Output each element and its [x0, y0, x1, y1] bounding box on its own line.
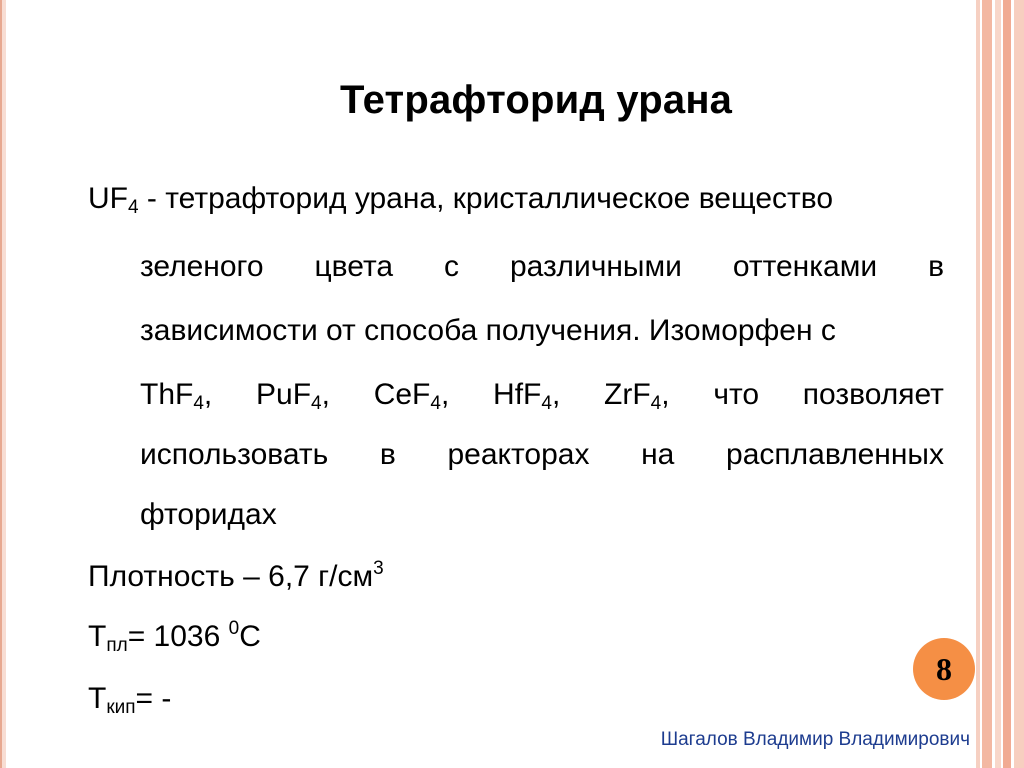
formula-thf4: ThF$_4$, [140, 378, 213, 414]
word: что [713, 378, 760, 411]
subscript: 4 [128, 197, 139, 218]
word: позволяет [802, 378, 944, 411]
formula-cef4: CeF$_4$, [373, 378, 450, 414]
stripe [1014, 0, 1024, 768]
stripe [982, 0, 992, 768]
word: в [928, 250, 944, 283]
paragraph-line-1 [88, 182, 833, 216]
paragraph-text: - тетрафторид урана, кристаллическое вещество [138, 182, 834, 215]
word: использовать [140, 438, 329, 471]
slide-title: Тетрафторид урана [340, 78, 733, 122]
density-line [88, 560, 384, 594]
word: в [379, 438, 396, 471]
paragraph-line-4 [140, 378, 944, 412]
author-footer: Шагалов Владимир Владимирович [660, 729, 970, 750]
word: на [641, 438, 675, 471]
paragraph-line-5 [140, 438, 944, 472]
word: оттенками [732, 250, 878, 283]
word: расплавленных [726, 438, 944, 471]
paragraph-line-2 [140, 250, 944, 284]
word: зеленого [140, 250, 264, 283]
formula-uf: UF [88, 182, 128, 215]
left-decorative-border [0, 0, 6, 768]
paragraph-line-3 [140, 314, 944, 348]
word: различными [509, 250, 682, 283]
formula-hff4: HfF$_4$, [493, 378, 561, 414]
right-decorative-stripes [976, 0, 1024, 768]
density-text: Плотность – 6,7 г/см [88, 560, 374, 593]
paragraph-text: зависимости от способа получения. Изоморфен с [140, 314, 836, 347]
word: цвета [314, 250, 394, 283]
boiling-point-line: $T_{кип}=$ - [88, 682, 172, 718]
word: реакторах [447, 438, 590, 471]
melting-point-line: $T_{пл}= 1036$ $^0$C [88, 618, 261, 656]
formula-puf4: PuF$_4$, [256, 378, 330, 414]
word: с [444, 250, 460, 283]
paragraph-line-6 [140, 498, 944, 532]
stripe [1003, 0, 1011, 768]
paragraph-text: фторидах [140, 498, 277, 531]
page-number-badge: 8 [913, 638, 975, 700]
superscript: 3 [373, 558, 384, 579]
formula-zrf4: ZrF$_4$, [604, 378, 670, 414]
